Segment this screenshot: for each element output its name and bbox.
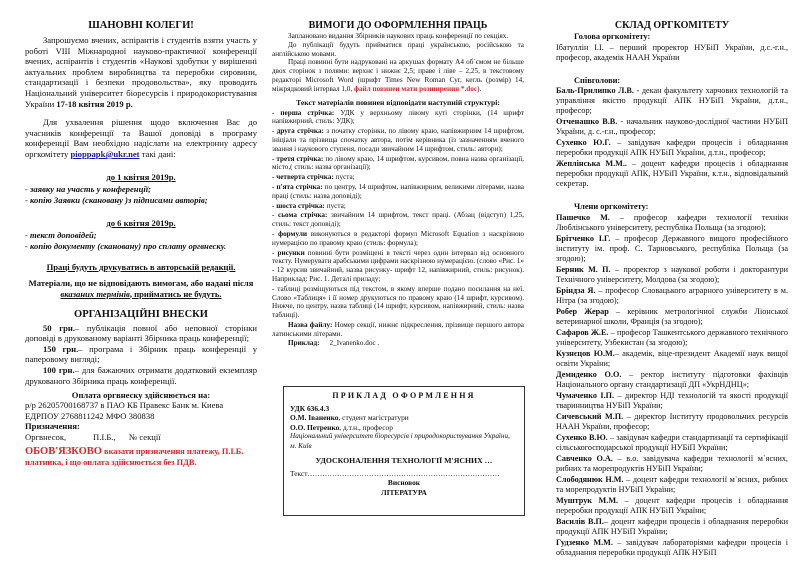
cochair	[556, 117, 788, 137]
udc-code: УДК 636.4.3	[290, 404, 330, 413]
structure-item-label: - п'ята стрічка:	[272, 182, 323, 191]
fee-item	[25, 365, 257, 386]
committee-member-label: Берник М. П.	[556, 264, 611, 274]
structure-item-text: по лівому краю, 14 шрифтом, курсивом, повна назва організації, місто,( стиль: назва організації);	[272, 154, 524, 172]
committee-member-label: Чумаченко І.П.	[556, 390, 615, 400]
cochairs-list	[556, 86, 788, 189]
structure-item-label: - рисунки	[272, 248, 305, 257]
cochairs-label: Співголови:	[574, 75, 621, 85]
formatting-text-end: ).	[477, 84, 482, 93]
committee-member-label: Кузнєцов Ю.М.	[556, 348, 615, 358]
payment-account: р/р 26205700168737 в ПАО КБ Правекс Банк м. Киева	[25, 400, 224, 411]
committee-member	[556, 454, 788, 474]
committee-member	[556, 286, 788, 306]
greeting-title: ШАНОВНІ КОЛЕГИ!	[88, 20, 194, 31]
committee-member-text: – доцент кафедри технології м`ясних, рибних та морепродуктів НУБіП України;	[556, 474, 788, 494]
late-notice-text-end: , прийматись не будуть.	[129, 288, 222, 299]
file-extension-warning: файл повинен мати розширення *.doc	[353, 84, 478, 93]
structure-item	[272, 211, 524, 229]
committee-member	[556, 349, 788, 369]
committee-member-text: – доцент кафедри процесів і обладнання переробки продукції АПК НУБіП України;	[556, 516, 788, 536]
committee-member	[556, 391, 788, 411]
structure-item	[272, 285, 524, 320]
cochair	[556, 86, 788, 116]
organizer-email-link[interactable]: pioppapk@ukr.net	[70, 148, 140, 159]
mandatory-notice	[25, 446, 257, 468]
example-box	[283, 386, 525, 516]
committee-member	[556, 412, 788, 432]
structure-item-text: з початку сторінки, по лівому краю, напівжирним 14 шрифтом, ініціали та прізвища спочатку автора, потім керівника (із зазначенням вченого звання і наукового ступеня, посади звичайним 14 шрифтом, стиль: автори);	[272, 127, 524, 153]
committee-member	[556, 475, 788, 495]
structure-item	[272, 173, 524, 182]
structure-item-label: - перша стрічка:	[272, 108, 335, 117]
committee-member-label: Сафаров Ж.Е.	[556, 327, 609, 337]
conference-date: 17-18 квітня 2019 р.	[56, 98, 133, 109]
committee-member-text: – керівник метрологічної служби Ліонської ветеринарної школи, Франція (за згодою);	[556, 306, 788, 326]
cochair	[556, 159, 788, 189]
cochair-label: Отченашко В.В.	[556, 117, 618, 126]
example-text-line: Текст……………………………………………………………………	[290, 469, 500, 479]
committee-member-text: – професор Державного вищого професійного інституту ім. проф. С. Тарновського, республіка Польща (за згодою);	[556, 233, 788, 263]
committee-member-text: – проректор з наукової роботи і докторантури Технічного університету, Молдова (за згодою);	[556, 264, 788, 284]
committee-member-label: Робер Жерар	[556, 306, 609, 316]
deadline-2-item: - копію документу (скановану) про сплату оргвнеску.	[25, 240, 227, 251]
structure-item-text: пуста;	[324, 201, 346, 210]
fee-description: – публікація повної або неповної сторінки доповіді в друкованому варіанті Збірника праць конференції;	[25, 322, 257, 344]
fees-title: ОРГАНІЗАЦІЙНІ ВНЕСКИ	[74, 308, 208, 320]
deadline-2-heading: до 6 квітня 2019р.	[106, 217, 176, 228]
structure-item-text: пуста;	[333, 173, 355, 182]
structure-item	[272, 249, 524, 284]
deadline-2-item: - текст доповідей;	[25, 229, 97, 240]
structure-item-text: виконуються в редакторі формул Microsoft Equation з наскрізною нумерацією по правому краю (стиль: формула);	[272, 229, 524, 247]
cochair-label: Баль-Прилипко Л.В.	[556, 86, 634, 95]
example-author-2	[290, 423, 518, 432]
filename-text: Номер секції, нижнє підкреслення, прізвище першого автора латинськими літерами.	[272, 320, 524, 338]
example-references: ЛІТЕРАТУРА	[381, 487, 427, 497]
authors-edition-notice: Праці будуть друкуватись в авторській редакції.	[46, 261, 236, 272]
structure-item	[272, 109, 524, 127]
filename-rule	[272, 321, 524, 339]
committee-member	[556, 433, 788, 453]
chair-person: Ібатуллін І.І. – перший проректор НУБіП України, д.с.-г.н., професор, академік НААН України	[556, 42, 788, 62]
structure-item-label: -	[272, 284, 275, 293]
cochair-label: Сухенко Ю.Г.	[556, 138, 611, 147]
committee-member-text: – завідувач лабораторіями кафедри процесів і обладнання переробки продукції АПК НУБіП	[556, 537, 788, 557]
submission-text-end: такі дані:	[139, 148, 176, 159]
committee-member-label: Сичевський М.П.	[556, 411, 624, 421]
committee-title: СКЛАД ОРГКОМІТЕТУ	[614, 20, 730, 31]
members-list	[556, 213, 788, 558]
committee-member	[556, 328, 788, 348]
cochair-text: - декан факультету харчових технологій та управління якістю продукції АПК НУБіП України, д.т.н., професор;	[556, 86, 788, 115]
fee-item	[25, 344, 257, 365]
committee-member-label: Брітченко І.Г.	[556, 233, 611, 243]
structure-list	[272, 109, 524, 320]
cochair-label: Жеплінська М.М..	[556, 159, 627, 168]
committee-member	[556, 213, 788, 233]
committee-member	[556, 496, 788, 516]
committee-member-label: Сухенко В.Ю.	[556, 432, 608, 442]
example-label: Приклад:	[288, 338, 320, 347]
late-notice-emphasis: вказаних термінів	[60, 288, 130, 299]
example-conclusion: Висновок	[387, 478, 421, 488]
example-author-1	[290, 413, 518, 422]
late-materials-notice	[25, 278, 257, 300]
cochair-text: – доцент кафедри процесів і обладнання переробки продукції АПК, НУБіП України, к.т.н., відповідальний секретар.	[556, 159, 788, 188]
structure-item	[272, 127, 524, 153]
structure-item-label: - третя стрічка:	[272, 154, 324, 163]
fee-description: – для бажаючих отримати додатковий екземпляр друкованого Збірника праць конференції.	[25, 364, 257, 386]
structure-item-label: - друга стрічка:	[272, 127, 324, 136]
structure-item	[272, 202, 524, 211]
left-column	[25, 0, 257, 566]
committee-member-text: – ректор інституту підготовки фахівців Національного органу стандартизації ДП «УкрНДНЦ»;	[556, 369, 788, 389]
filename-example	[272, 339, 524, 348]
example-organization: Національний університет біоресурсів і природокористування України, м. Київ	[290, 432, 510, 450]
deadline-1-item: - заявку на участь у конференції;	[25, 183, 151, 194]
deadline-1-item: - копію Заявки (скановану )з підписами авторів;	[25, 194, 208, 205]
committee-member-text: – директор Інституту продовольчих ресурсів НААН України, професор;	[556, 411, 788, 431]
committee-member-label: Савченко О.А.	[556, 453, 613, 463]
structure-item	[272, 155, 524, 173]
author-name: О.О. Петренко	[290, 422, 340, 432]
members-label: Члени оргкомітету:	[574, 202, 649, 211]
structure-title: Текст матеріалів повинен відповідати наступній структурі:	[296, 97, 500, 107]
committee-member-text: – доцент кафедри процесів і обладнання переробки продукції АПК НУБіП України;	[556, 495, 788, 515]
purpose-field: Оргвнесок,	[25, 431, 67, 442]
example-box-title: ПРИКЛАД ОФОРМЛЕННЯ	[332, 391, 476, 400]
purpose-field: П.І.Б.,	[93, 431, 116, 442]
submission-paragraph	[25, 117, 257, 159]
committee-member	[556, 538, 788, 558]
requirements-paragraph: Заплановано видання Збірників наукових праць конференції по секціях.	[288, 32, 509, 40]
structure-item-text: по центру, 14 шрифтом, напівжирним, великими літерами, назва праці (стиль: назва доповіді);	[272, 182, 524, 200]
committee-member-label: Василів В.П.	[556, 516, 604, 526]
author-role: , д.т.н., професор	[339, 422, 393, 432]
fee-item	[25, 323, 257, 344]
formatting-paragraph	[272, 58, 524, 93]
author-role: , студент магістратури	[338, 413, 409, 423]
payment-codes: ЕДРПОУ 2768811242 МФО 380838	[25, 410, 155, 421]
example-topic: УДОСКОНАЛЕННЯ ТЕХНОЛОГІЇ М'ЯСНИХ …	[315, 456, 493, 466]
purpose-fields	[25, 432, 257, 443]
committee-member-text: – академік, віце-президент Академії наук вищої освіти України;	[556, 348, 788, 368]
fee-amount: 150 грн.	[43, 343, 79, 354]
committee-member	[556, 307, 788, 327]
author-name: О.М. Іваненко	[290, 413, 339, 423]
structure-item	[272, 230, 524, 248]
committee-member-text: – професор Словацького аграрного університету в м. Нітра (за згодою);	[556, 285, 788, 305]
mandatory-word: ОБОВ'ЯЗКОВО	[25, 446, 102, 458]
committee-member	[556, 265, 788, 285]
purpose-label: Призначення:	[25, 421, 80, 432]
committee-member-label: Демиденко О.О.	[556, 369, 622, 379]
committee-member-text: – директор НДІ технологій та якості продукції тваринництва НУБіП України;	[556, 390, 788, 410]
formatting-text: Праці повинні бути надруковані на аркушах формату А4 об`ємом не більше двох сторінок з полями: верхнє і нижнє 2,5; праве і ліве – 2,25, в текстовому редакторі Microsoft Word (шрифт Times New Roman Cyr, кегль (розмір) 14, міжрядковий інтервал 1,0,	[272, 58, 524, 93]
mandatory-text: вказати призначення платежу, П.І.Б. платника, і що оплата здійснюється без ПДВ.	[25, 447, 244, 468]
cochair-text: – завідувач кафедри процесів і обладнання переробки продукції АПК НУБіП України, д.т.н., професор;	[556, 138, 789, 157]
structure-item-text: УДК у верхньому лівому куті сторінки, (14 шрифт напівжирний, стиль: УДК);	[272, 108, 524, 126]
committee-member-label: Гудзенко М.М.	[556, 537, 613, 547]
committee-member	[556, 517, 788, 537]
committee-member	[556, 234, 788, 264]
example-value: 2_Ivanenko.doc .	[329, 338, 380, 347]
committee-member	[556, 370, 788, 390]
requirements-title: ВИМОГИ ДО ОФОРМЛЕННЯ ПРАЦЬ	[308, 20, 488, 31]
structure-item	[272, 183, 524, 201]
committee-member-text: – професор Ташкентського державного технічного університету, Узбекистан (за згодою);	[556, 327, 789, 347]
committee-member-label: Слободянюк Н.М.	[556, 474, 624, 484]
invitation-paragraph	[25, 35, 257, 109]
structure-item-label: - сьома стрічка:	[272, 211, 328, 220]
fee-amount: 100 грн.	[43, 364, 75, 375]
payment-title: Оплата оргвнеску здійснюється на:	[71, 390, 211, 401]
committee-member-label: Пашечко М.	[556, 212, 610, 222]
committee-member-label: Муштрук М.М.	[556, 495, 619, 505]
committee-member-label: Бріндза Я.	[556, 285, 596, 295]
filename-label: Назва файлу:	[288, 320, 333, 329]
deadline-1-heading: до 1 квітня 2019р.	[106, 171, 176, 182]
invitation-text: Запрошуємо вчених, аспірантів і студентів взяти участь у роботі VIII Міжнародної науково-практичної конференції вчених, аспірантів і студентів «Наукові здобутки у вирішенні актуальних проблем виробництва та переробки сировини, стандартизації і безпеки продовольства», яку проводить Національний університет біоресурсів і природокористування України	[25, 35, 257, 109]
requirements-paragraph: До публікації будуть прийматися праці українською, російською та англійською мовами.	[272, 40, 524, 58]
structure-item-label: - четверта стрічка:	[272, 173, 334, 182]
fee-description: – програма і Збірник праць конференції у паперовому вигляді;	[25, 343, 257, 365]
structure-item-text: звичайним 14 шрифтом, текст праці. (Абзац (відступ) 1,25, стиль: текст доповіді);	[272, 211, 524, 229]
committee-member-text: – професор кафедри технології техніки Люблінського університету, республіка Польща (за згодою);	[556, 212, 788, 232]
right-column	[556, 0, 788, 566]
purpose-field: № секції	[129, 431, 161, 442]
structure-item-text: повинні бути розміщені в тексті через один інтервал від основного тексту. Нумерувати арабськими цифрами наскрізною нумерацією. (слово «Рис. 1» - 12 курсив звичайний, назва рисунку- шрифт 12, напівжирний, стиль: рисунок). Наприклад: Рис. 1. Деталі приладу;	[272, 248, 524, 283]
committee-member-text: – в.о. завідувача кафедри технології м`ясних, рибних та морепродуктів НУБіП України;	[556, 453, 788, 473]
structure-item-label: - шоста стрічка:	[272, 201, 325, 210]
cochair-text: - начальник науково-дослідної частини НУБіП України, д. с.-г.н., професор;	[556, 117, 788, 136]
structure-item-label: - формули	[272, 229, 308, 238]
structure-item-text: таблиці розміщуються під текстом, в якому вперше подано посилання на неї. Слово «Таблиця» і її номер друкуються по правому краю (14 шрифт, курсивом). Нижче, по центру, назва таблиці (14 шрифт, курсивом, напівжирний, стиль: назва таблиці).	[272, 284, 524, 320]
chair-label: Голова оргкомітету:	[574, 32, 651, 41]
late-notice-text: Матеріали, що не відповідають вимогам, або надані після	[28, 277, 254, 288]
cochair	[556, 138, 788, 158]
committee-member-text: – завідувач кафедри стандартизації та сертифікації сільськогосподарської продукції НУБіП України;	[556, 432, 788, 452]
example-udc	[290, 404, 518, 413]
submission-text: Для ухвалення рішення щодо включення Вас до учасників конференції та Вашої доповіді в програму конференції Вам необхідно надіслати на електронну адресу оргкомітету	[25, 117, 257, 159]
fee-amount: 50 грн.	[43, 322, 75, 333]
